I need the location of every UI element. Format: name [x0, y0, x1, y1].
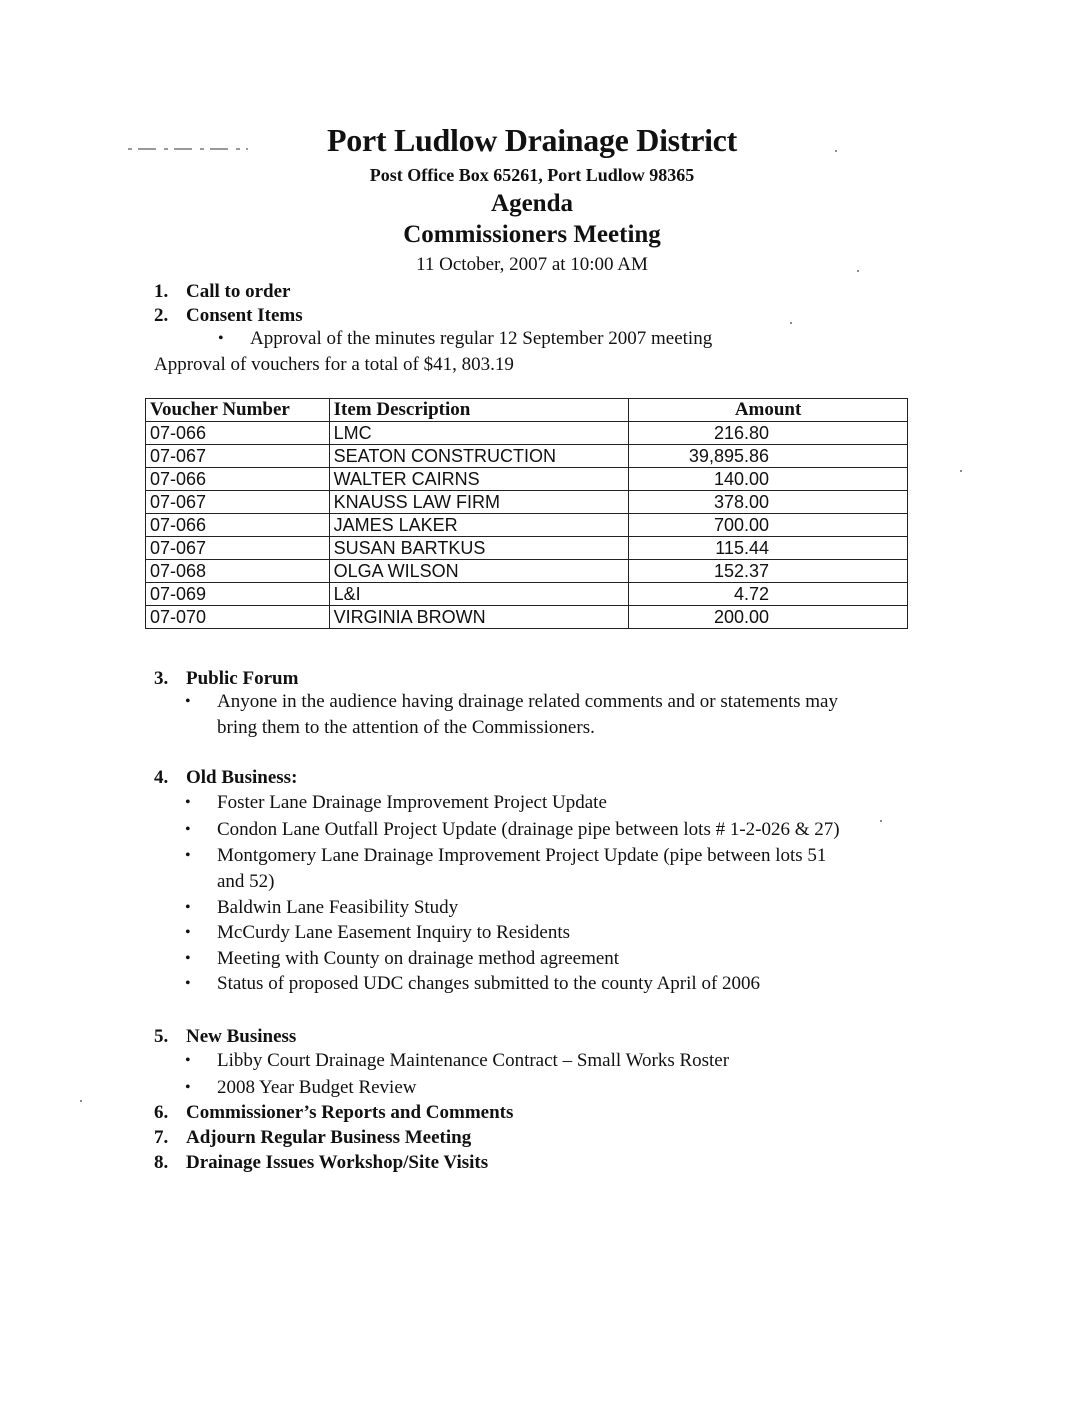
item-number: 4. — [154, 767, 169, 788]
table-row — [146, 422, 908, 445]
item-label: New Business — [186, 1026, 297, 1047]
column-header: Amount — [629, 399, 908, 422]
bullet-icon: • — [185, 1079, 191, 1096]
scan-speck — [835, 150, 837, 152]
item-number: 7. — [154, 1127, 169, 1148]
agenda-item-8 — [154, 1152, 488, 1174]
item-label: Old Business: — [186, 767, 298, 788]
item-description: SUSAN BARTKUS — [329, 537, 629, 560]
table-row — [146, 445, 908, 468]
list-item: • Condon Lane Outfall Project Update (drainage pipe between lots # 1-2-026 & 27) — [217, 817, 840, 843]
item-number: 6. — [154, 1102, 169, 1123]
amount: 378.00 — [629, 491, 908, 514]
voucher-number: 07-066 — [146, 468, 330, 491]
district-title: Port Ludlow Drainage District — [327, 122, 737, 158]
voucher-number: 07-070 — [146, 606, 330, 629]
item-label: Drainage Issues Workshop/Site Visits — [186, 1152, 489, 1173]
voucher-number: 07-066 — [146, 422, 330, 445]
table-header-row — [146, 399, 908, 422]
table-row — [146, 537, 908, 560]
scan-speck — [80, 1100, 82, 1102]
list-item: • Status of proposed UDC changes submitted to the county April of 2006 — [217, 971, 760, 997]
agenda-item-3 — [154, 668, 298, 690]
amount: 4.72 — [629, 583, 908, 606]
list-item: • Foster Lane Drainage Improvement Project Update — [217, 790, 607, 816]
list-item: • Libby Court Drainage Maintenance Contract – Small Works Roster — [217, 1048, 729, 1074]
agenda-item-4 — [154, 767, 297, 789]
item-number: 3. — [154, 668, 169, 689]
table-row — [146, 491, 908, 514]
item-number: 2. — [154, 305, 169, 326]
item-description: WALTER CAIRNS — [329, 468, 629, 491]
voucher-total-note: Approval of vouchers for a total of $41, 803.19 — [154, 354, 514, 375]
meeting-title: Commissioners Meeting — [403, 221, 661, 248]
list-item: • Baldwin Lane Feasibility Study — [217, 895, 458, 921]
amount: 216.80 — [629, 422, 908, 445]
bullet-icon: • — [185, 821, 191, 838]
amount: 700.00 — [629, 514, 908, 537]
item-label: Commissioner’s Reports and Comments — [186, 1102, 514, 1123]
district-address: Post Office Box 65261, Port Ludlow 98365 — [369, 165, 695, 185]
agenda-item-6 — [154, 1102, 513, 1124]
bullet-icon: • — [218, 330, 224, 347]
agenda-item-5 — [154, 1026, 296, 1048]
bullet-icon: • — [185, 794, 191, 811]
scan-speck — [790, 322, 792, 324]
agenda-item-1 — [154, 281, 290, 303]
list-item: • Montgomery Lane Drainage Improvement Project Update (pipe between lots 51 — [217, 843, 826, 869]
document-type: Agenda — [491, 190, 573, 217]
voucher-number: 07-066 — [146, 514, 330, 537]
bullet-icon: • — [185, 899, 191, 916]
voucher-number: 07-069 — [146, 583, 330, 606]
list-item: • McCurdy Lane Easement Inquiry to Residents — [217, 920, 570, 946]
voucher-number: 07-067 — [146, 537, 330, 560]
amount: 200.00 — [629, 606, 908, 629]
list-item: • Meeting with County on drainage method agreement — [217, 946, 619, 972]
item-label: Call to order — [186, 281, 291, 302]
item-description: SEATON CONSTRUCTION — [329, 445, 629, 468]
agenda-item-7 — [154, 1127, 471, 1149]
amount: 39,895.86 — [629, 445, 908, 468]
bullet-icon: • — [185, 975, 191, 992]
item-label: Adjourn Regular Business Meeting — [186, 1127, 472, 1148]
bullet-icon: • — [185, 693, 191, 710]
table-row — [146, 514, 908, 537]
scan-speck — [960, 470, 962, 472]
column-header: Item Description — [329, 399, 629, 422]
scan-speck — [857, 270, 859, 272]
scan-artifact — [128, 148, 248, 150]
item-description: VIRGINIA BROWN — [329, 606, 629, 629]
bullet-icon: • — [185, 847, 191, 864]
list-item-continuation: bring them to the attention of the Commissioners. — [217, 717, 595, 738]
voucher-number: 07-068 — [146, 560, 330, 583]
voucher-table — [145, 398, 908, 629]
amount: 140.00 — [629, 468, 908, 491]
agenda-item-2 — [154, 305, 303, 327]
bullet-icon: • — [185, 950, 191, 967]
item-description: JAMES LAKER — [329, 514, 629, 537]
item-description: LMC — [329, 422, 629, 445]
item-number: 1. — [154, 281, 169, 302]
item-description: OLGA WILSON — [329, 560, 629, 583]
meeting-date: 11 October, 2007 at 10:00 AM — [416, 254, 648, 275]
table-row — [146, 606, 908, 629]
scan-speck — [880, 820, 882, 822]
table-row — [146, 583, 908, 606]
bullet-icon: • — [185, 1052, 191, 1069]
table-row — [146, 560, 908, 583]
list-item: • Anyone in the audience having drainage related comments and or statements may — [217, 689, 838, 715]
bullet-icon: • — [185, 924, 191, 941]
voucher-number: 07-067 — [146, 491, 330, 514]
list-item: • 2008 Year Budget Review — [217, 1075, 416, 1101]
item-description: KNAUSS LAW FIRM — [329, 491, 629, 514]
item-number: 8. — [154, 1152, 169, 1173]
item-label: Public Forum — [186, 668, 299, 689]
column-header: Voucher Number — [146, 399, 330, 422]
item-label: Consent Items — [186, 305, 303, 326]
list-item-continuation: and 52) — [217, 871, 275, 892]
voucher-number: 07-067 — [146, 445, 330, 468]
list-item: • Approval of the minutes regular 12 September 2007 meeting — [250, 326, 712, 352]
item-description: L&I — [329, 583, 629, 606]
table-row — [146, 468, 908, 491]
amount: 115.44 — [629, 537, 908, 560]
amount: 152.37 — [629, 560, 908, 583]
item-number: 5. — [154, 1026, 169, 1047]
